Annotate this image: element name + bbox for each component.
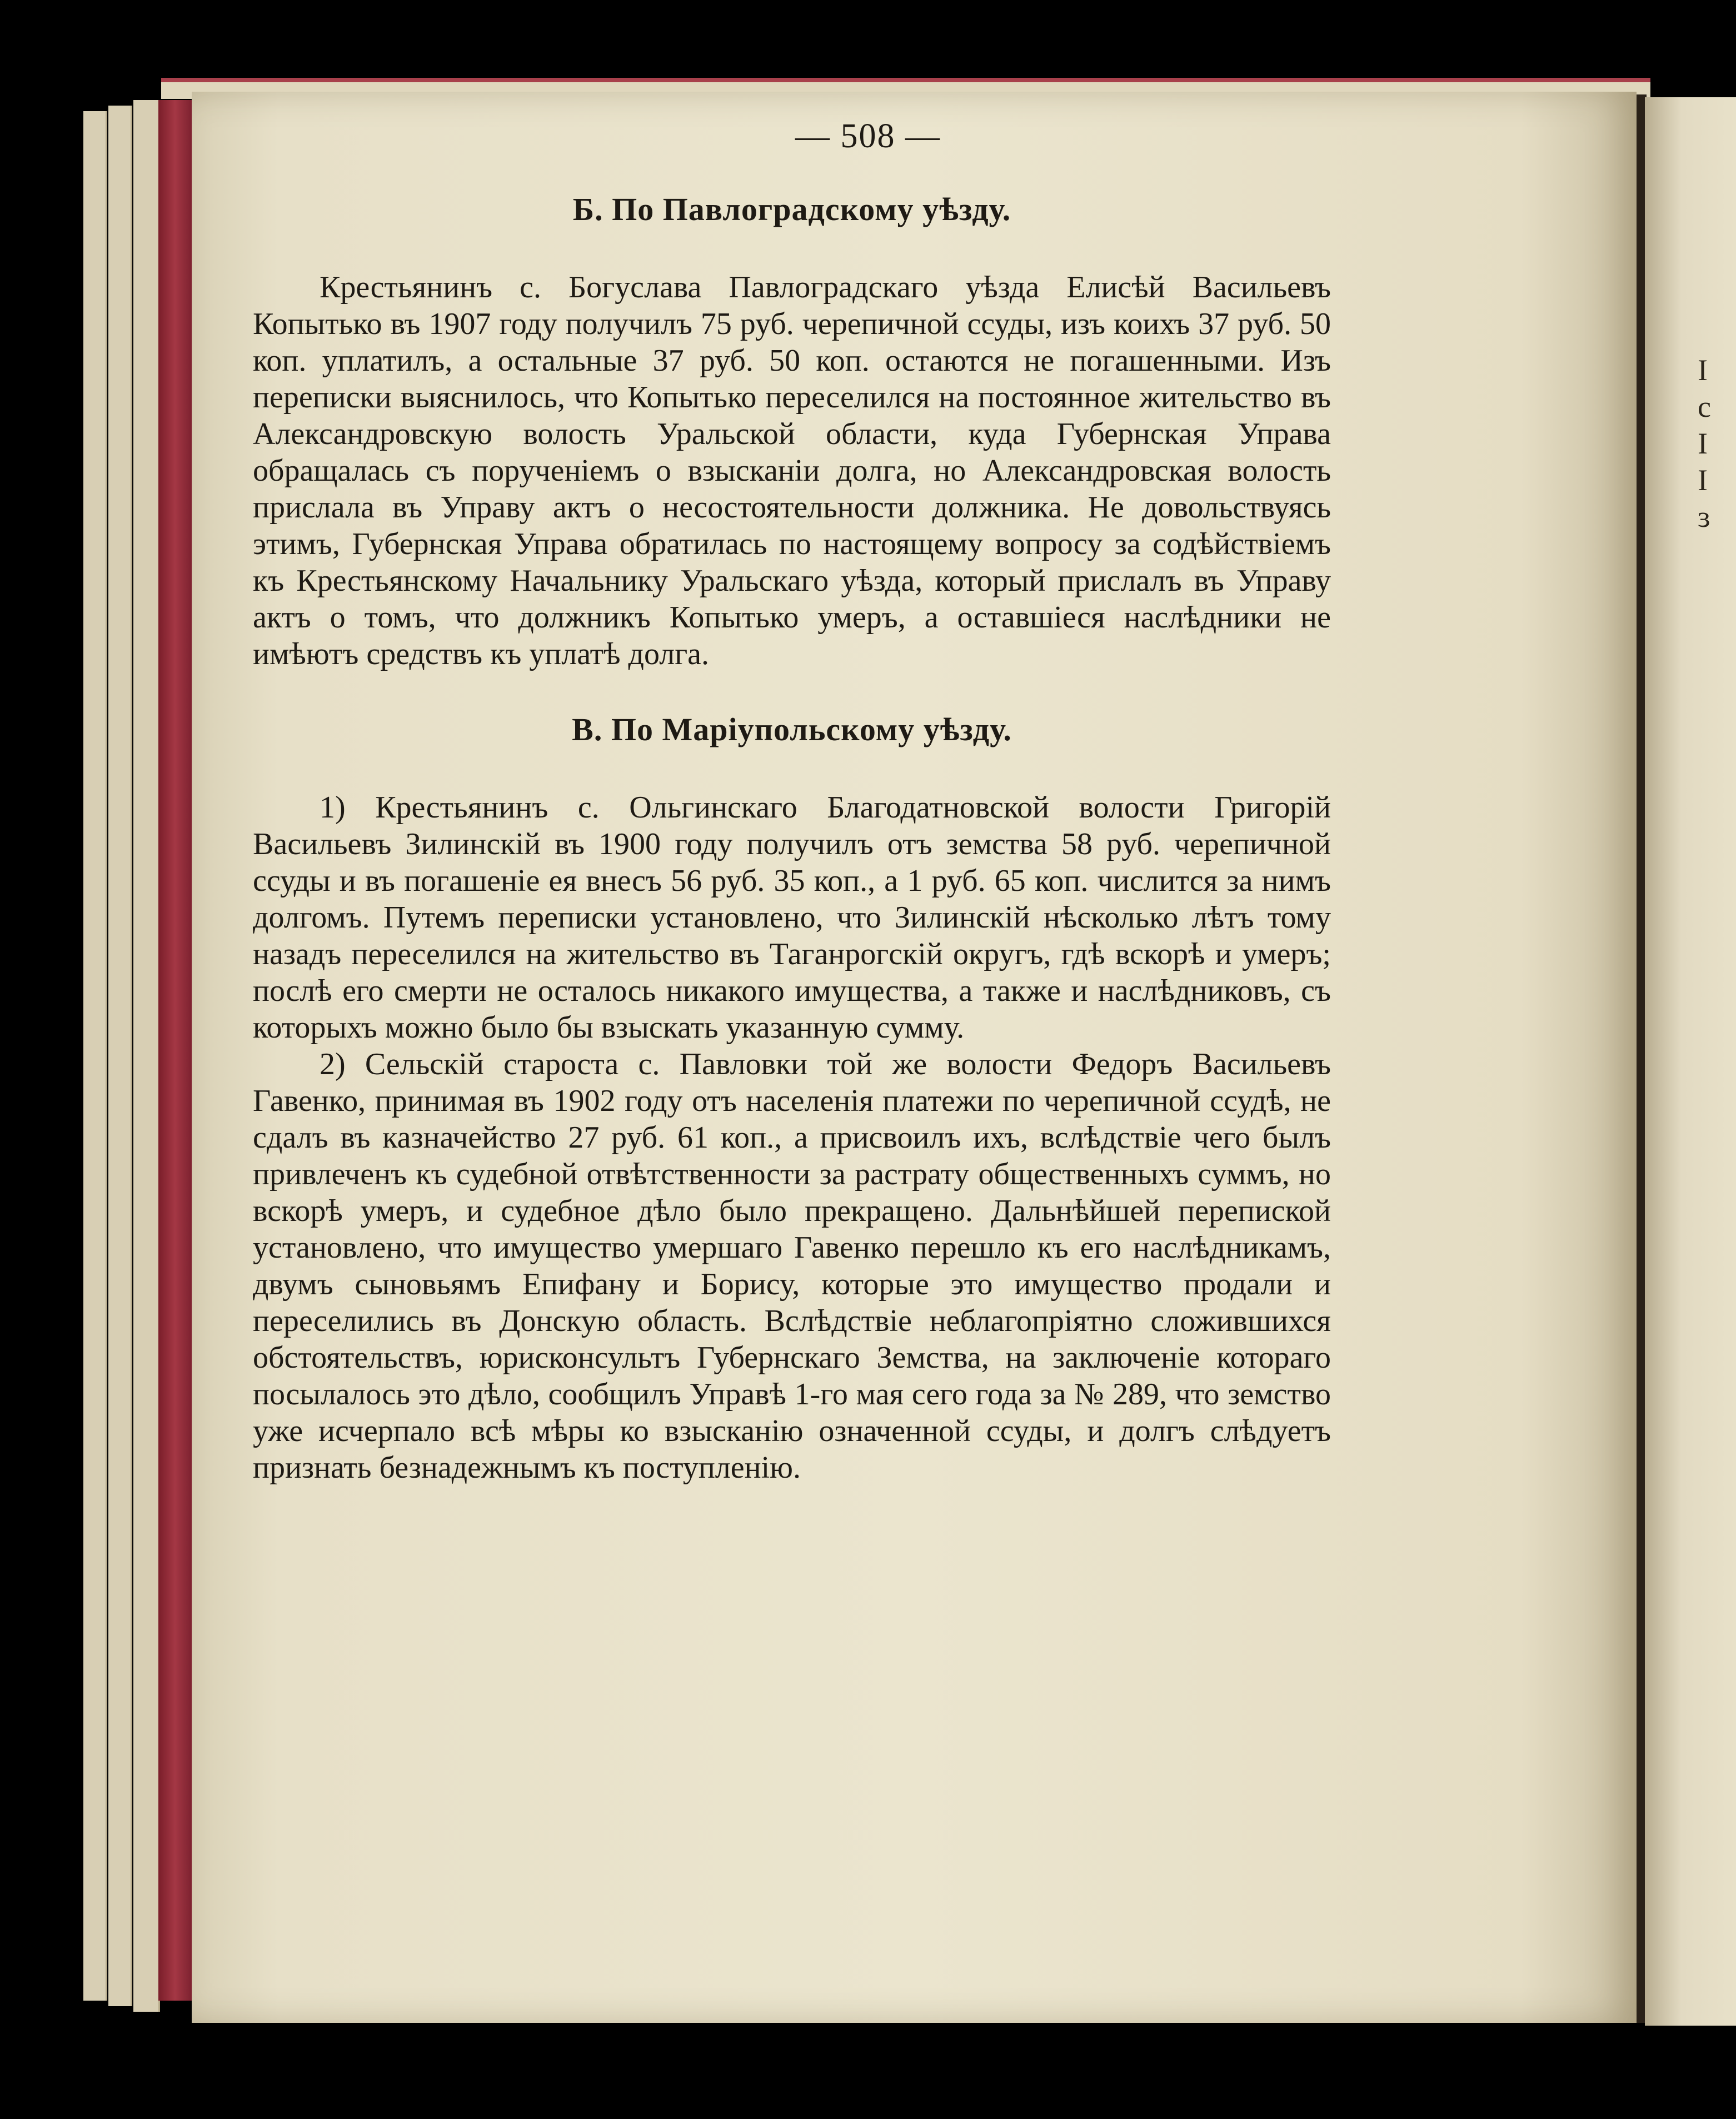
adjacent-page-letter: ɜ xyxy=(1698,500,1710,534)
page-text xyxy=(253,183,1331,1486)
paragraph: 1) Крестьянинъ с. Ольгинскаго Благодатновской волости Григорій Васильевъ Зилинскій въ 1900 году получилъ отъ земства 58 руб. черепичной ссуды и въ погашеніе ея внесъ 56 руб. 35 коп., а 1 руб. 65 коп. числится за нимъ долгомъ. Путемъ переписки установлено, что Зилинскій нѣсколько лѣтъ тому назадъ переселился на жительство въ Таганрогскій округъ, гдѣ вскорѣ и умеръ; послѣ его смерти не осталось никакого имущества, а также и наслѣдниковъ, съ которыхъ можно было бы взыскать указанную сумму. xyxy=(253,790,1331,1045)
paragraph: 2) Сельскій староста с. Павловки той же волости Федоръ Васильевъ Гавенко, принимая въ 1902 году отъ населенія платежи по черепичной ссудѣ, не сдалъ въ казначейство 27 руб. 61 коп., а присвоилъ ихъ, вслѣдствіе чего былъ привлеченъ къ судебной отвѣтственности за растрату общественныхъ суммъ, но вскорѣ умеръ, и судебное дѣло было прекращено. Дальнѣйшей перепиской установлено, что имущество умершаго Гавенко перешло къ его наслѣдникамъ, двумъ сыновьямъ Епифану и Борису, которые это имущество продали и переселились въ Донскую область. Вслѣдствіе неблагопріятно сложившихся обстоятельствъ, юрисконсультъ Губернскаго Земства, на заключеніе котораго посылалось это дѣло, сообщилъ Управѣ 1-го мая сего года за № 289, что земство уже исчерпало всѣ мѣры ко взысканію означенной ссуды, и долгъ слѣдуетъ признать безнадежнымъ къ поступленію. xyxy=(253,1047,1331,1485)
page-edge xyxy=(108,106,132,2006)
adjacent-page-letter: I xyxy=(1698,427,1708,460)
section-heading: Б. По Павлоградскому уѣзду. xyxy=(572,191,1011,227)
page-edge xyxy=(133,100,160,2012)
adjacent-page-letter: c xyxy=(1698,390,1711,423)
section-heading: В. По Маріупольскому уѣзду. xyxy=(572,711,1012,747)
page-edge xyxy=(83,111,107,2001)
adjacent-page-fragment xyxy=(1645,97,1736,2026)
adjacent-page-letter: I xyxy=(1698,353,1708,387)
paragraph: Крестьянинъ с. Богуслава Павлоградскаго уѣзда Елисѣй Васильевъ Копытько въ 1907 году получилъ 75 руб. черепичной ссуды, изъ коихъ 37 руб. 50 коп. уплатилъ, а остальные 37 руб. 50 коп. остаются не погашенными. Изъ переписки выяснилось, что Копытько переселился на постоянное жительство въ Александровскую волость Уральской области, куда Губернская Управа обращалась съ порученіемъ о взысканіи долга, но Александровская волость прислала въ Управу актъ о несостоятельности должника. Не довольствуясь этимъ, Губернская Управа обратилась по настоящему вопросу за содѣйствіемъ къ Крестьянскому Начальнику Уральскаго уѣзда, который прислалъ въ Управу актъ о томъ, что должникъ Копытько умеръ, а оставшіеся наслѣдники не имѣютъ средствъ къ уплатѣ долга. xyxy=(253,270,1331,671)
adjacent-page-letter: I xyxy=(1698,463,1708,497)
red-book-edge xyxy=(158,100,192,2001)
page-number: — 508 — xyxy=(795,117,941,155)
